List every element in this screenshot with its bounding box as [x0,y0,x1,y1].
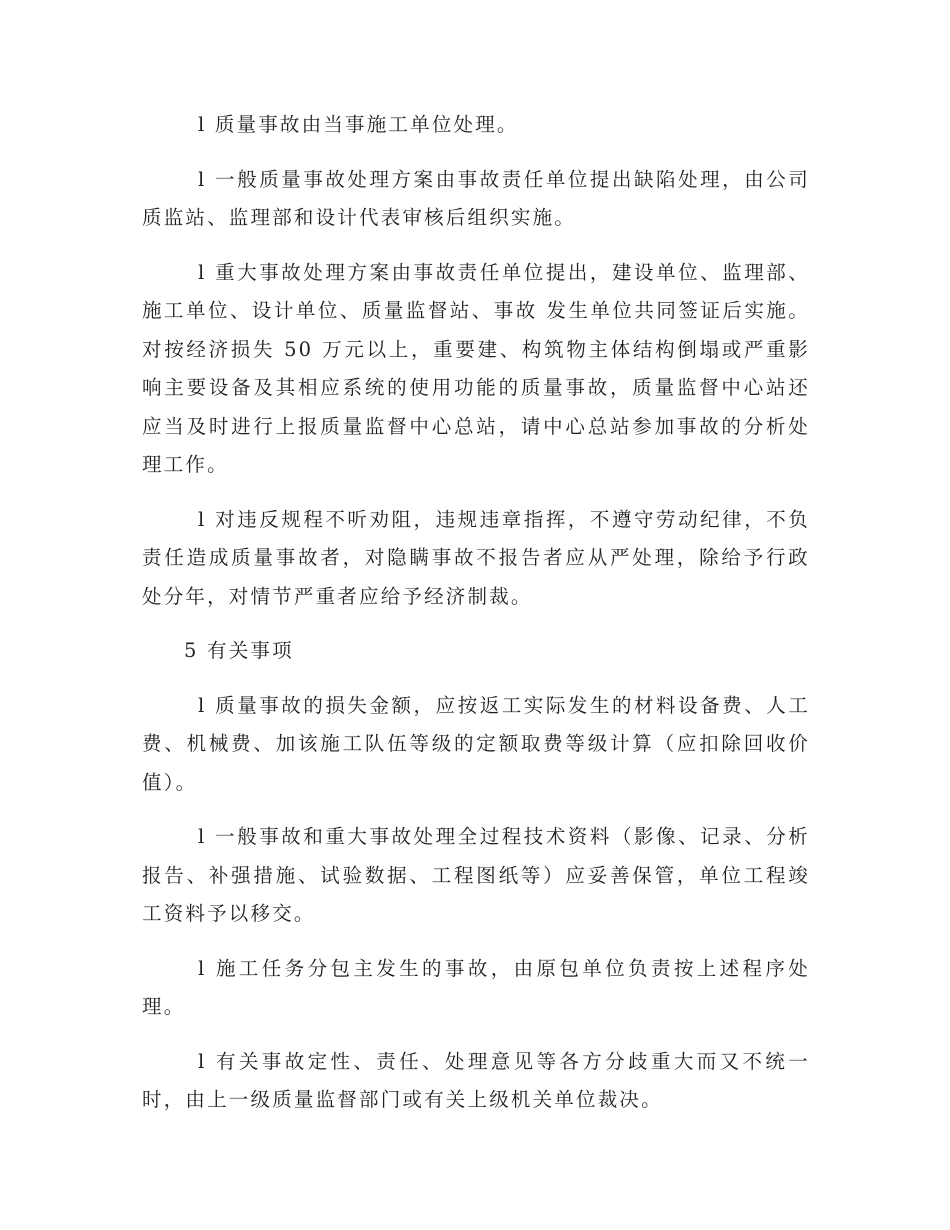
paragraph-1: l 质量事故由当事施工单位处理。 [198,113,519,136]
paragraph-2: l 一般质量事故处理方案由事故责任单位提出缺陷处理，由公司质监站、监理部和设计代表审核后组织实施。 [142,167,810,229]
document-body [142,106,810,1136]
section-paragraph-1: l 质量事故的损失金额，应按返工实际发生的材料设备费、人工费、机械费、加该施工队伍等级的定额取费等级计算（应扣除回收价值）。 [142,693,810,794]
section-heading: 5 有关事项 [184,639,294,662]
section-paragraph-4: l 有关事故定性、责任、处理意见等各方分歧重大而又不统一时，由上一级质量监督部门或有关上级机关单位裁决。 [142,1049,810,1111]
section-paragraph-2: l 一般事故和重大事故处理全过程技术资料（影像、记录、分析报告、补强措施、试验数据、工程图纸等）应妥善保管，单位工程竣工资料予以移交。 [142,825,810,925]
paragraph-3: l 重大事故处理方案由事故责任单位提出，建设单位、监理部、施工单位、设计单位、质量监督站、事故 发生单位共同签证后实施。对按经济损失 50 万元以上，重要建、构筑物主体结构倒塌或严重影响主要设备及其相应系统的使用功能的质量事故，质量监督中心站还应当及时进行上报质量监督中心总站，请中心总站参加事故的分析处理工作。 [142,260,810,476]
paragraph-4: l 对违反规程不听劝阻，违规违章指挥，不遵守劳动纪律，不负责任造成质量事故者，对隐瞒事故不报告者应从严处理，除给予行政处分年，对情节严重者应给予经济制裁。 [142,507,810,608]
section-paragraph-3: l 施工任务分包主发生的事故，由原包单位负责按上述程序处理。 [142,956,810,1018]
